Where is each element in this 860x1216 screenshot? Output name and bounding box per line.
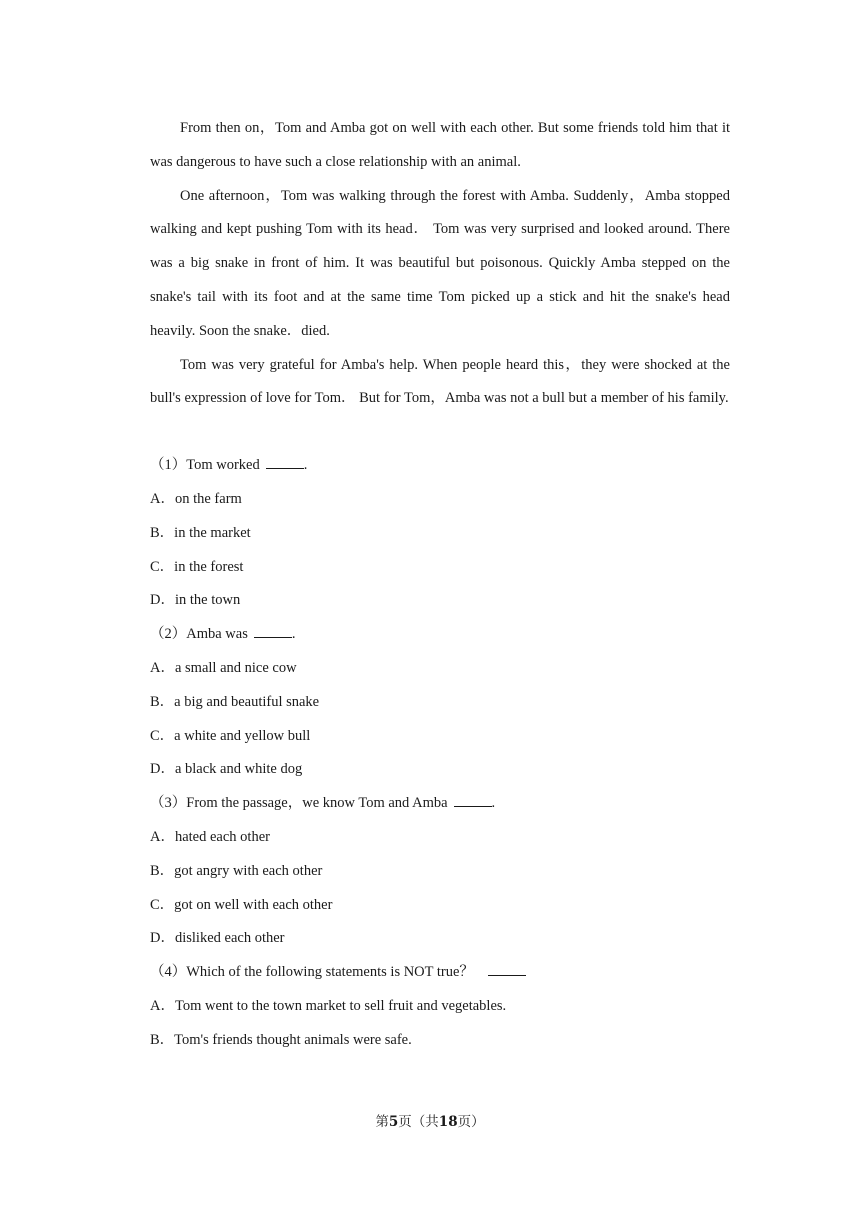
option-2d: D．a black and white dog xyxy=(150,761,303,778)
question-4-stem: （4）Which of the following statements is NOT true？ xyxy=(150,964,474,981)
passage-paragraph-2: One afternoon，Tom was walking through the forest with Amba. Suddenly，Amba stopped walking and kept pushing Tom with its head． Tom was very surprised and looked around. There was a big snake in front of him. It was beautiful but poisonous. Quickly Amba stepped on the snake's tail with its foot and at the same time Tom picked up a stick and hit the snake's head heavily. Soon the snake．died. xyxy=(150,187,730,339)
passage-paragraph-1: From then on，Tom and Amba got on well with each other. But some friends told him that it was dangerous to have such a close relationship with an animal. xyxy=(150,120,730,170)
document-page xyxy=(150,112,730,1058)
option-3a: A．hated each other xyxy=(150,828,270,845)
question-1-stem: （1）Tom worked xyxy=(150,457,260,474)
passage-paragraph-3: Tom was very grateful for Amba's help. When people heard this，they were shocked at the bull's expression of love for Tom． But for Tom，Amba was not a bull but a member of his family. xyxy=(150,356,730,407)
option-1a: A．on the farm xyxy=(150,490,242,507)
option-4a: A．Tom went to the town market to sell fruit and vegetables. xyxy=(150,997,507,1014)
question-2-stem: （2）Amba was xyxy=(150,626,248,643)
question-1 xyxy=(150,449,730,483)
option-2a: A．a small and nice cow xyxy=(150,659,297,676)
footer-middle: 页（共 xyxy=(398,1114,439,1130)
option-1c: C．in the forest xyxy=(150,558,244,575)
option-1d: D．in the town xyxy=(150,592,241,609)
question-2-end: . xyxy=(291,626,296,643)
footer-page-number: 5 xyxy=(388,1114,399,1130)
question-list xyxy=(150,449,730,1057)
option-3c: C．got on well with each other xyxy=(150,896,333,913)
option-1b: B．in the market xyxy=(150,524,251,541)
reading-passage xyxy=(150,112,730,416)
option-3b: B．got angry with each other xyxy=(150,862,323,879)
answer-blank xyxy=(266,454,304,469)
option-3d: D．disliked each other xyxy=(150,930,285,947)
option-2c: C．a white and yellow bull xyxy=(150,727,311,744)
footer-suffix: 页） xyxy=(457,1114,485,1130)
option-2b: B．a big and beautiful snake xyxy=(150,693,320,710)
footer-total-pages: 18 xyxy=(438,1114,458,1130)
question-3-end: . xyxy=(491,795,496,812)
question-1-end: . xyxy=(303,457,308,474)
page-footer xyxy=(0,1110,860,1130)
answer-blank xyxy=(254,623,292,638)
question-2 xyxy=(150,618,730,652)
question-4 xyxy=(150,956,730,990)
question-3 xyxy=(150,787,730,821)
option-4b: B．Tom's friends thought animals were safe. xyxy=(150,1031,412,1048)
question-3-stem: （3）From the passage，we know Tom and Amba xyxy=(150,795,448,812)
answer-blank xyxy=(488,961,526,976)
answer-blank xyxy=(454,792,492,807)
footer-prefix: 第 xyxy=(375,1114,389,1130)
